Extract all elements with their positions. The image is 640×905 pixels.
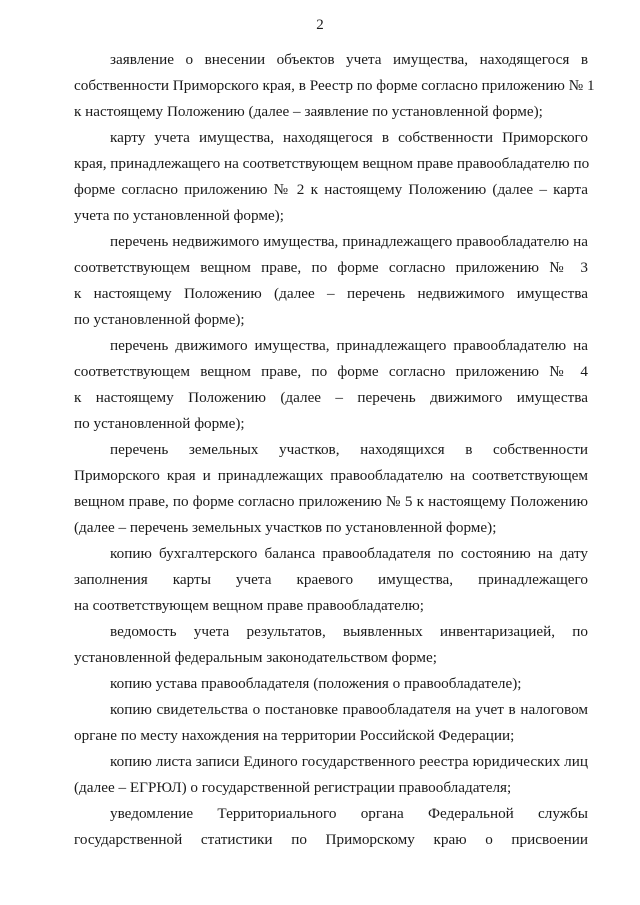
paragraph <box>74 801 588 853</box>
paragraph <box>74 541 588 619</box>
page-number: 2 <box>316 17 324 33</box>
text-line: края, принадлежащего на соответствующем вещном праве правообладателю по <box>74 155 590 172</box>
text-line: на соответствующем вещном праве правообладателю; <box>74 597 424 614</box>
text-line: форме согласно приложению № 2 к настоящему Положению (далее – карта <box>74 181 588 198</box>
paragraph <box>74 125 588 229</box>
text-line: по установленной форме); <box>74 415 245 432</box>
paragraph <box>74 697 588 749</box>
text-line: к настоящему Положению (далее – перечень недвижимого имущества <box>74 285 588 302</box>
paragraph <box>74 229 588 333</box>
text-line: собственности Приморского края, в Реестр по форме согласно приложению № 1 <box>74 77 595 94</box>
text-line: установленной федеральным законодательством форме; <box>74 649 437 666</box>
text-line: к настоящему Положению (далее – заявление по установленной форме); <box>74 103 543 120</box>
text-line: перечень земельных участков, находящихся в собственности <box>110 441 588 458</box>
text-line: соответствующем вещном праве, по форме согласно приложению № 4 <box>74 363 588 380</box>
text-line: уведомление Территориального органа Федеральной службы <box>110 805 588 822</box>
text-line: государственной статистики по Приморскому краю о присвоении <box>74 831 588 848</box>
text-line: перечень недвижимого имущества, принадлежащего правообладателю на <box>110 233 588 250</box>
text-line: вещном праве, по форме согласно приложению № 5 к настоящему Положению <box>74 493 588 510</box>
paragraph <box>74 333 588 437</box>
text-line: заполнения карты учета краевого имущества, принадлежащего <box>74 571 588 588</box>
paragraph <box>74 749 588 801</box>
text-line: копию устава правообладателя (положения о правообладателе); <box>110 675 522 692</box>
text-line: по установленной форме); <box>74 311 245 328</box>
text-line: (далее – перечень земельных участков по установленной форме); <box>74 519 497 536</box>
text-line: (далее – ЕГРЮЛ) о государственной регистрации правообладателя; <box>74 779 512 796</box>
text-line: соответствующем вещном праве, по форме согласно приложению № 3 <box>74 259 588 276</box>
text-line: копию бухгалтерского баланса правообладателя по состоянию на дату <box>110 545 588 562</box>
paragraph <box>74 671 588 697</box>
text-line: копию свидетельства о постановке правообладателя на учет в налоговом <box>110 701 588 718</box>
text-line: копию листа записи Единого государственного реестра юридических лиц <box>110 753 588 770</box>
paragraph <box>74 619 588 671</box>
paragraph <box>74 47 595 125</box>
text-line: учета по установленной форме); <box>74 207 284 224</box>
text-line: Приморского края и принадлежащих правообладателю на соответствующем <box>74 467 588 484</box>
text-line: к настоящему Положению (далее – перечень движимого имущества <box>74 389 588 406</box>
document-body <box>74 47 595 853</box>
text-line: карту учета имущества, находящегося в собственности Приморского <box>110 129 588 146</box>
text-line: заявление о внесении объектов учета имущества, находящегося в <box>110 51 588 68</box>
text-line: ведомость учета результатов, выявленных инвентаризацией, по <box>110 623 588 640</box>
text-line: перечень движимого имущества, принадлежащего правообладателю на <box>110 337 588 354</box>
text-line: органе по месту нахождения на территории Российской Федерации; <box>74 727 515 744</box>
paragraph <box>74 437 588 541</box>
